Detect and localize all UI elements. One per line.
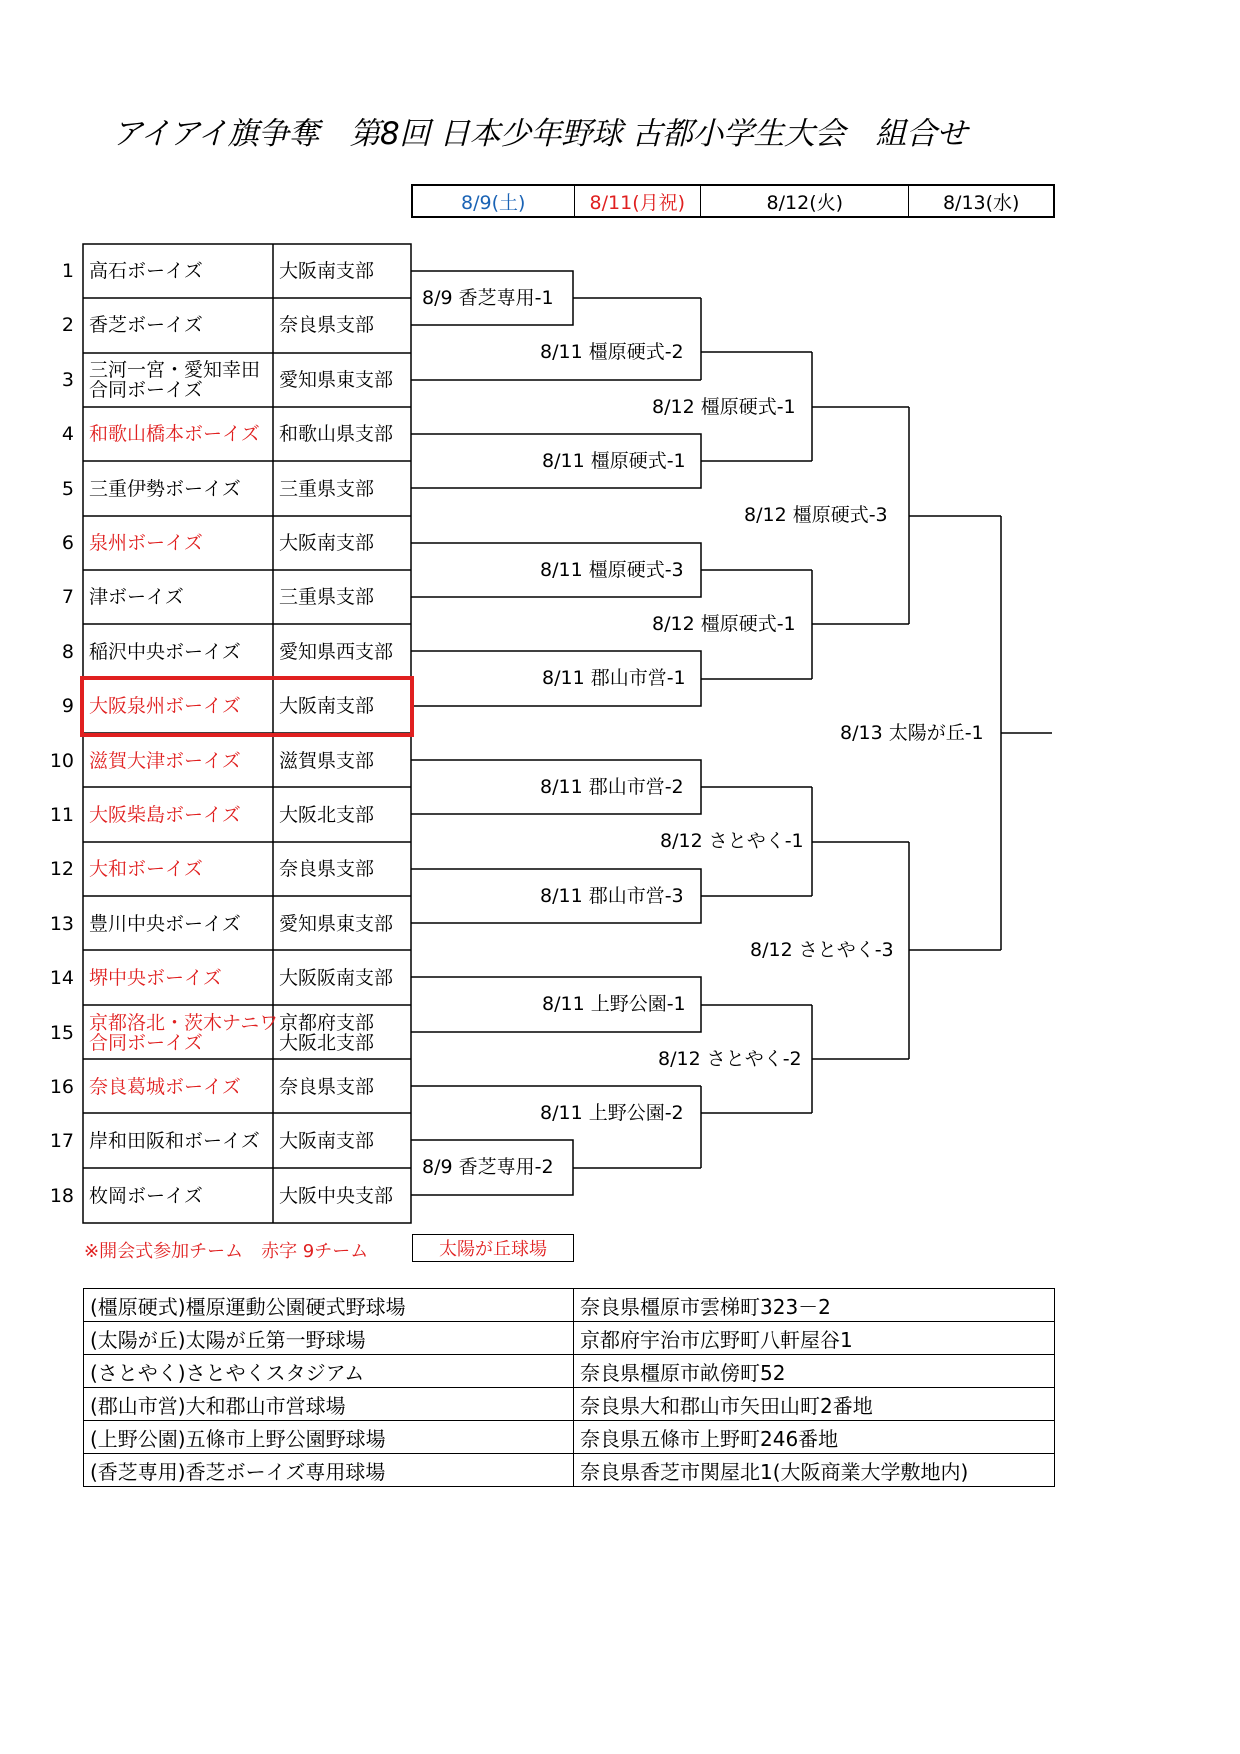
team-name: 豊川中央ボーイズ: [89, 912, 241, 935]
team-number: 14: [49, 967, 74, 990]
team-number: 15: [49, 1021, 74, 1044]
team-number: 3: [61, 368, 74, 391]
branch-name: 愛知県東支部: [279, 912, 394, 935]
team-name-line2: 合同ボーイズ: [89, 378, 203, 401]
match-label: 8/9 香芝専用-1: [422, 287, 554, 309]
match-label: 8/12 橿原硬式-1: [652, 396, 796, 418]
branch-name: 大阪南支部: [279, 1130, 375, 1153]
branch-line2: 大阪北支部: [279, 1031, 375, 1054]
team-name: 滋賀大津ボーイズ: [89, 749, 241, 772]
branch-line1: 京都府支部: [279, 1011, 375, 1034]
date-8-13: 8/13(水): [942, 191, 1020, 214]
venue-name: (さとやく)さとやくスタジアム: [84, 1355, 574, 1388]
venue-row: [84, 1454, 1055, 1487]
team-name: 三重伊勢ボーイズ: [89, 477, 241, 500]
branch-name: 愛知県東支部: [279, 368, 394, 391]
team-number: 9: [61, 695, 74, 718]
page-title: アイアイ旗争奪 第8回 日本少年野球 古都小学生大会 組合せ: [112, 116, 967, 152]
branch-name: 奈良県支部: [279, 1076, 375, 1098]
team-number: 4: [61, 423, 74, 446]
branch-name: 滋賀県支部: [279, 749, 375, 772]
branch-name: 大阪南支部: [279, 695, 375, 718]
highlight-box: [80, 676, 414, 737]
team-number: 10: [49, 749, 74, 772]
match-label: 8/11 上野公園-2: [540, 1102, 684, 1124]
match-label: 8/9 香芝専用-2: [422, 1156, 554, 1178]
match-label: 8/12 さとやく-2: [658, 1048, 802, 1070]
match-label: 8/13 太陽が丘-1: [840, 722, 984, 744]
venue-row: [84, 1322, 1055, 1355]
team-name: 大阪柴島ボーイズ: [89, 804, 241, 826]
team-name: 高石ボーイズ: [89, 260, 203, 282]
team-name: 大阪泉州ボーイズ: [89, 695, 241, 718]
venue-name: (香芝専用)香芝ボーイズ専用球場: [84, 1454, 574, 1487]
team-name-line1: 京都洛北・茨木ナニワ: [89, 1011, 279, 1034]
team-number: 8: [61, 640, 74, 663]
team-number: 11: [49, 804, 74, 826]
opening-note: ※開会式参加チーム 赤字 9チーム: [84, 1241, 369, 1262]
team-number: 6: [61, 532, 74, 554]
branch-name: 三重県支部: [279, 586, 375, 609]
team-number: 13: [49, 912, 74, 935]
team-name: [89, 360, 260, 400]
branch-name: 大阪阪南支部: [279, 967, 394, 990]
match-label: 8/11 橿原硬式-1: [542, 450, 686, 472]
venue-row: [84, 1421, 1055, 1454]
team-name: 堺中央ボーイズ: [89, 967, 222, 990]
team-name-line1: 三河一宮・愛知幸田: [89, 358, 261, 381]
team-name: 枚岡ボーイズ: [89, 1184, 203, 1207]
team-name: 岸和田阪和ボーイズ: [89, 1130, 260, 1153]
venue-name: (郡山市営)大和郡山市営球場: [84, 1388, 574, 1421]
date-8-11: 8/11(月祝): [575, 186, 702, 216]
team-name: 和歌山橋本ボーイズ: [89, 423, 260, 446]
team-name: 稲沢中央ボーイズ: [89, 640, 241, 663]
team-name: 大和ボーイズ: [89, 858, 203, 881]
team-number: 1: [61, 260, 74, 282]
branch-name: 大阪北支部: [279, 804, 375, 826]
branch-name: 奈良県支部: [279, 314, 375, 337]
venue-row: [84, 1355, 1055, 1388]
venue-address: 奈良県五條市上野町246番地: [574, 1421, 1055, 1454]
venue-address: 奈良県大和郡山市矢田山町2番地: [574, 1388, 1055, 1421]
team-number: 12: [49, 858, 74, 881]
team-number: 5: [61, 477, 74, 500]
team-name: 泉州ボーイズ: [89, 532, 203, 554]
venue-name: (太陽が丘)太陽が丘第一野球場: [84, 1322, 574, 1355]
team-name: 津ボーイズ: [89, 586, 184, 609]
match-label: 8/11 郡山市営-1: [542, 667, 686, 689]
branch-name: 大阪中央支部: [279, 1184, 394, 1207]
team-name: 奈良葛城ボーイズ: [89, 1076, 241, 1098]
team-number: 2: [61, 314, 74, 337]
venue-name: (上野公園)五條市上野公園野球場: [84, 1421, 574, 1454]
venue-address: 奈良県橿原市畝傍町52: [574, 1355, 1055, 1388]
date-8-9: 8/9(土): [413, 186, 575, 216]
match-label: 8/12 さとやく-3: [750, 939, 894, 961]
branch-name: [279, 1013, 374, 1053]
branch-name: 三重県支部: [279, 477, 375, 500]
team-number: 16: [49, 1076, 74, 1098]
match-label: 8/11 上野公園-1: [542, 993, 686, 1015]
venue-address: 奈良県橿原市雲梯町323－2: [574, 1289, 1055, 1322]
match-label: 8/12 さとやく-1: [660, 830, 804, 852]
branch-name: 和歌山県支部: [279, 423, 394, 446]
match-label: 8/12 橿原硬式-1: [652, 613, 796, 635]
branch-name: 大阪南支部: [279, 260, 375, 282]
match-label: 8/12 橿原硬式-3: [744, 504, 888, 526]
team-number: 18: [49, 1184, 74, 1207]
branch-name: 奈良県支部: [279, 858, 375, 881]
team-name-line2: 合同ボーイズ: [89, 1031, 203, 1054]
venue-row: [84, 1289, 1055, 1322]
opening-venue: 太陽が丘球場: [412, 1234, 574, 1262]
venue-table: [83, 1288, 1055, 1487]
venue-name: (橿原硬式)橿原運動公園硬式野球場: [84, 1289, 574, 1322]
match-label: 8/11 郡山市営-2: [540, 776, 684, 798]
team-name: 香芝ボーイズ: [89, 314, 203, 337]
team-number: 17: [49, 1130, 74, 1153]
team-number: 7: [61, 586, 74, 609]
venue-address: 奈良県香芝市関屋北1(大阪商業大学敷地内): [574, 1454, 1055, 1487]
team-name: [89, 1013, 278, 1053]
venue-address: 京都府宇治市広野町八軒屋谷1: [574, 1322, 1055, 1355]
venue-row: [84, 1388, 1055, 1421]
branch-name: 大阪南支部: [279, 532, 375, 554]
match-label: 8/11 橿原硬式-2: [540, 341, 684, 363]
date-8-12: 8/12(火): [701, 186, 909, 216]
branch-name: 愛知県西支部: [279, 640, 394, 663]
match-label: 8/11 郡山市営-3: [540, 885, 684, 907]
match-label: 8/11 橿原硬式-3: [540, 559, 684, 581]
